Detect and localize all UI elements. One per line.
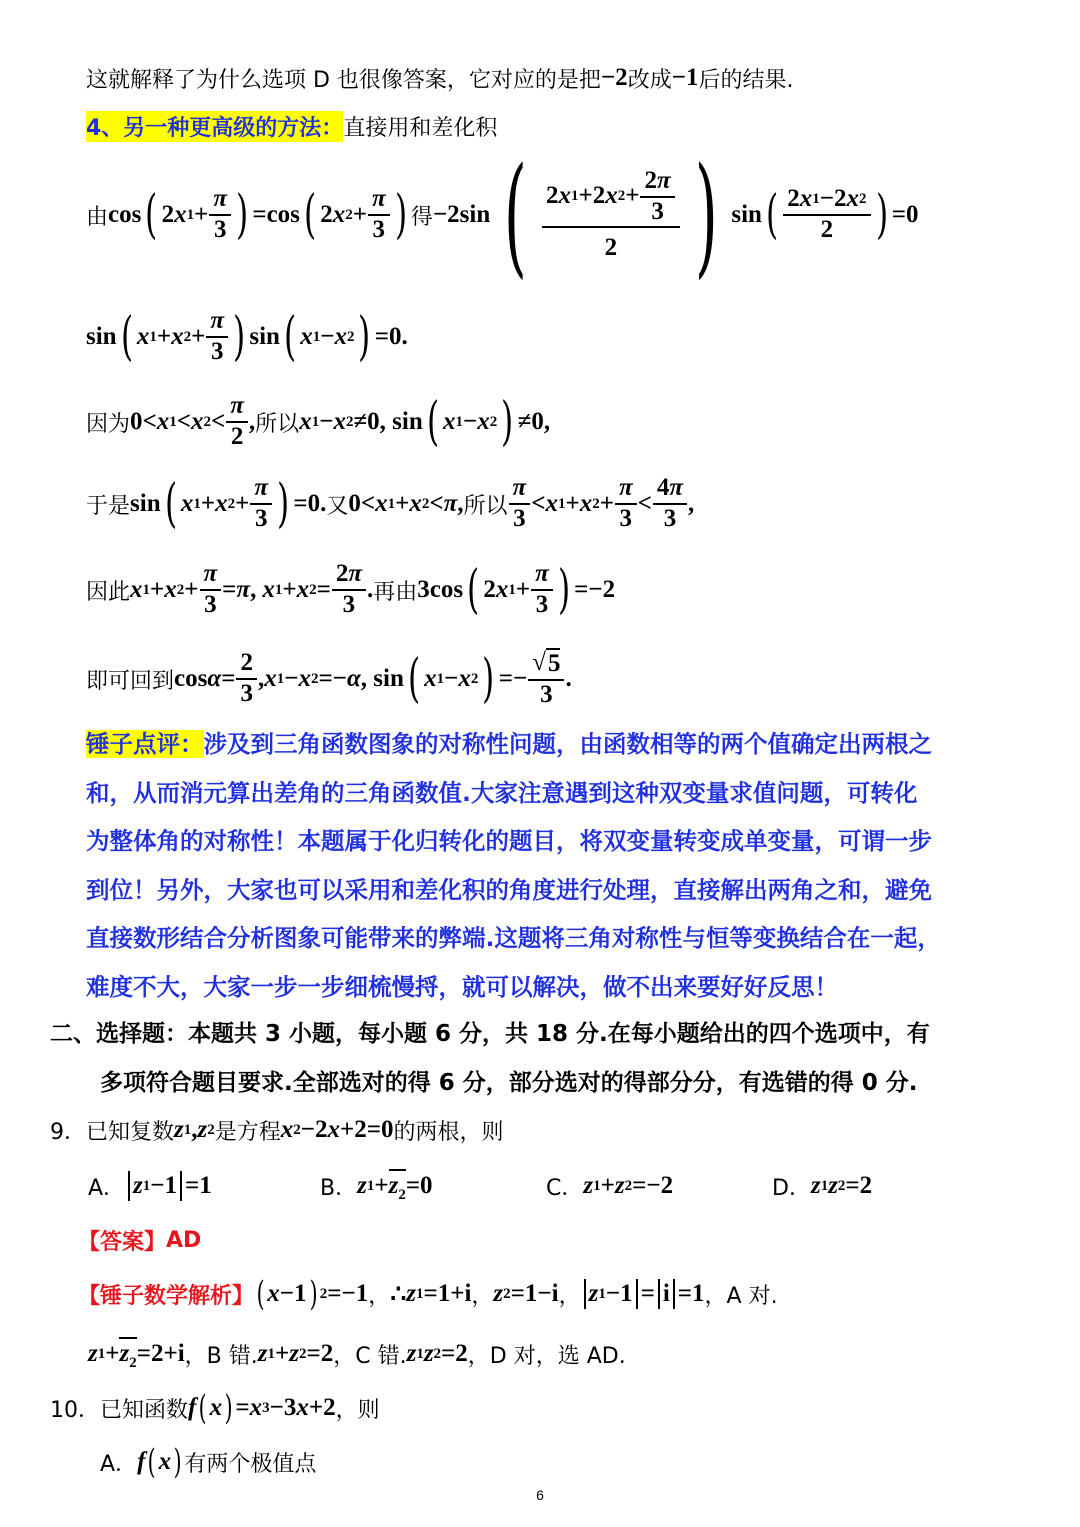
q9-mid: 是方程	[214, 1119, 281, 1145]
q9-stem: 9．已知复数 z 1 , z 2 是方程 x 2 −2 x +2=0 的两根，则	[50, 1116, 504, 1145]
q9-option-a[interactable]: A． z 1 −1 =1	[88, 1172, 212, 1201]
eq-de: 得	[410, 204, 433, 230]
q10-option-a-text: 有两个极值点	[184, 1451, 317, 1477]
review-label: 锤子点评：	[86, 730, 204, 758]
line1-text-b: 改成	[627, 67, 672, 93]
q9-tail: 的两根，则	[393, 1119, 504, 1145]
q9-option-b-label: B．	[320, 1175, 358, 1201]
therefore-line: 于是 sin ( x 1 + x 2 + $\frac{\pi}{3}$ ) =0. 又 0< x 1 + x 2 < π , 所以 $\frac{\pi}{3}$ < x 1 + x 2 + $\frac{\pi}{3}$ < 4 π 3 ,	[86, 474, 695, 534]
review-text-1: 涉及到三角函数图象的对称性问题，由函数相等的两个值确定出两根之	[203, 730, 932, 758]
review-line-6: 难度不大，大家一步一步细梳慢捋，就可以解决，做不出来要好好反思！	[86, 972, 838, 1001]
section2-text-2: 多项符合题目要求.全部选对的得 6 分，部分选对的得部分分，有选错的得 0 分.	[100, 1069, 918, 1096]
product-zero-equation: sin ( x 1 + x 2 + $\frac{\pi}{3}$ ) sin ( x 1 − x 2 ) =0.	[86, 307, 408, 367]
review-line-1	[86, 720, 986, 769]
jike-prefix: 即可回到	[86, 668, 175, 694]
q9-option-d[interactable]: D． z 1 z 2 =2	[772, 1172, 873, 1201]
section2-text-1: 二、选择题：本题共 3 小题，每小题 6 分，共 18 分.在每小题给出的四个选项中，有	[50, 1020, 930, 1047]
method4-rest: 直接用和差化积	[343, 115, 498, 141]
method4-highlight: 4、另一种更高级的方法：	[86, 111, 343, 142]
q9-option-a-label: A．	[88, 1175, 126, 1201]
q9-analysis-1: 【锤子数学解析】 ( x −1 ) 2 =−1 ， ∴ z 1 =1+i ， z 2 =1−i ， z 1 −1 = i =1 ，A 对.	[78, 1274, 778, 1314]
q9-option-c[interactable]: C． z 1 + z 2 =−2	[546, 1172, 674, 1201]
yushi-you: 又	[326, 493, 349, 519]
line1-math-2: −1	[671, 64, 699, 91]
q9-analysis-2: z 1 + $z_2$ =2+i ，B 错. z 1 + z 2 =2 ，C 错. z 1 z 2 =2 ，D 对，选 AD.	[88, 1326, 1080, 1382]
line1-math-1: −2	[600, 64, 628, 91]
eq-you: 由	[86, 204, 109, 230]
q10-tail: ，则	[335, 1397, 380, 1423]
because-prefix: 因为	[86, 411, 131, 437]
review-line-2: 和，从而消元算出差角的三角函数值.大家注意遇到这种双变量求值问题，可转化	[86, 778, 918, 807]
page-number: 6	[536, 1487, 544, 1503]
q9-d-correct: ，D 对，选 AD.	[467, 1343, 626, 1369]
sum-to-product-equation: 由 cos ( 2 x 1 + $\frac{\pi}{3}$ ) =cos ( 2 x 2 + $\frac{\pi}{3}$ ) 得 −2sin ( 2 x 1 +2 x 2 + 2 π 3 2 ) sin ( 2 x 1 −2 x 2 2 ) =0	[86, 139, 919, 291]
because-suoyi: 所以	[255, 411, 300, 437]
because-line: 因为 0< x 1 < x 2 < $\frac{\pi}{2}$ , 所以 x 1 − x 2 ≠0, sin ( x 1 − x 2 ) ≠0,	[86, 392, 551, 452]
q9-analysis-label: 【锤子数学解析】	[78, 1283, 255, 1309]
hence-line: 因此 x 1 + x 2 + $\frac{\pi}{3}$ = π , x 1 + x 2 = 2 π 3 . 再由 3cos ( 2 x 1 + $\frac{\pi}{3}$ ) =−2	[86, 560, 616, 620]
review-line-5: 直接数形结合分析图象可能带来的弊端.这题将三角对称性与恒等变换结合在一起，	[86, 924, 941, 952]
q9-option-b[interactable]: B． z 1 + $z_2$ =0	[320, 1169, 433, 1204]
yushi-suoyi: 所以	[463, 493, 508, 519]
q9-answer-label: 【答案】	[78, 1229, 167, 1255]
q9-answer	[78, 1212, 1080, 1268]
q10-number: 10．已知函数	[50, 1397, 188, 1423]
q9-option-c-label: C．	[546, 1175, 584, 1201]
method4-heading	[86, 98, 1080, 154]
review-line-3: 为整体角的对称性！本题属于化归转化的题目，将双变量转变成单变量，可谓一步	[86, 827, 932, 855]
review-paragraph	[86, 720, 986, 1011]
q10-option-a-label: A．	[100, 1451, 138, 1477]
yushi-prefix: 于是	[86, 493, 131, 519]
q9-c-wrong: ，C 错.	[333, 1343, 407, 1369]
q9-b-wrong: ，B 错.	[184, 1343, 258, 1369]
q9-number: 9．已知复数	[50, 1119, 174, 1145]
q10-stem: 10．已知函数 f ( x ) = x 3 −3 x +2 ，则	[50, 1388, 380, 1428]
q9-a-correct: ，A 对.	[704, 1283, 778, 1309]
line1-text-a: 这就解释了为什么选项 D 也很像答案，它对应的是把	[86, 67, 601, 93]
q9-option-d-label: D．	[772, 1175, 811, 1201]
yinci-zaiyou: 再由	[373, 579, 418, 605]
return-line: 即可回到 cos α = $\frac{2}{3}$ , x 1 − x 2 =− α , sin ( x 1 − x 2 ) =− √ 5 3 .	[86, 649, 572, 709]
q10-option-a[interactable]: A． f ( x ) 有两个极值点	[100, 1442, 317, 1482]
section2-line-1	[50, 1003, 1080, 1059]
q9-options	[0, 1158, 1080, 1214]
yinci-prefix: 因此	[86, 579, 131, 605]
section2-line-2	[100, 1052, 1080, 1108]
review-line-4: 到位！另外，大家也可以采用和差化积的角度进行处理，直接解出两角之和，避免	[86, 875, 932, 904]
line1-text-c: 后的结果.	[698, 67, 794, 93]
q9-answer-value: AD	[166, 1227, 202, 1253]
